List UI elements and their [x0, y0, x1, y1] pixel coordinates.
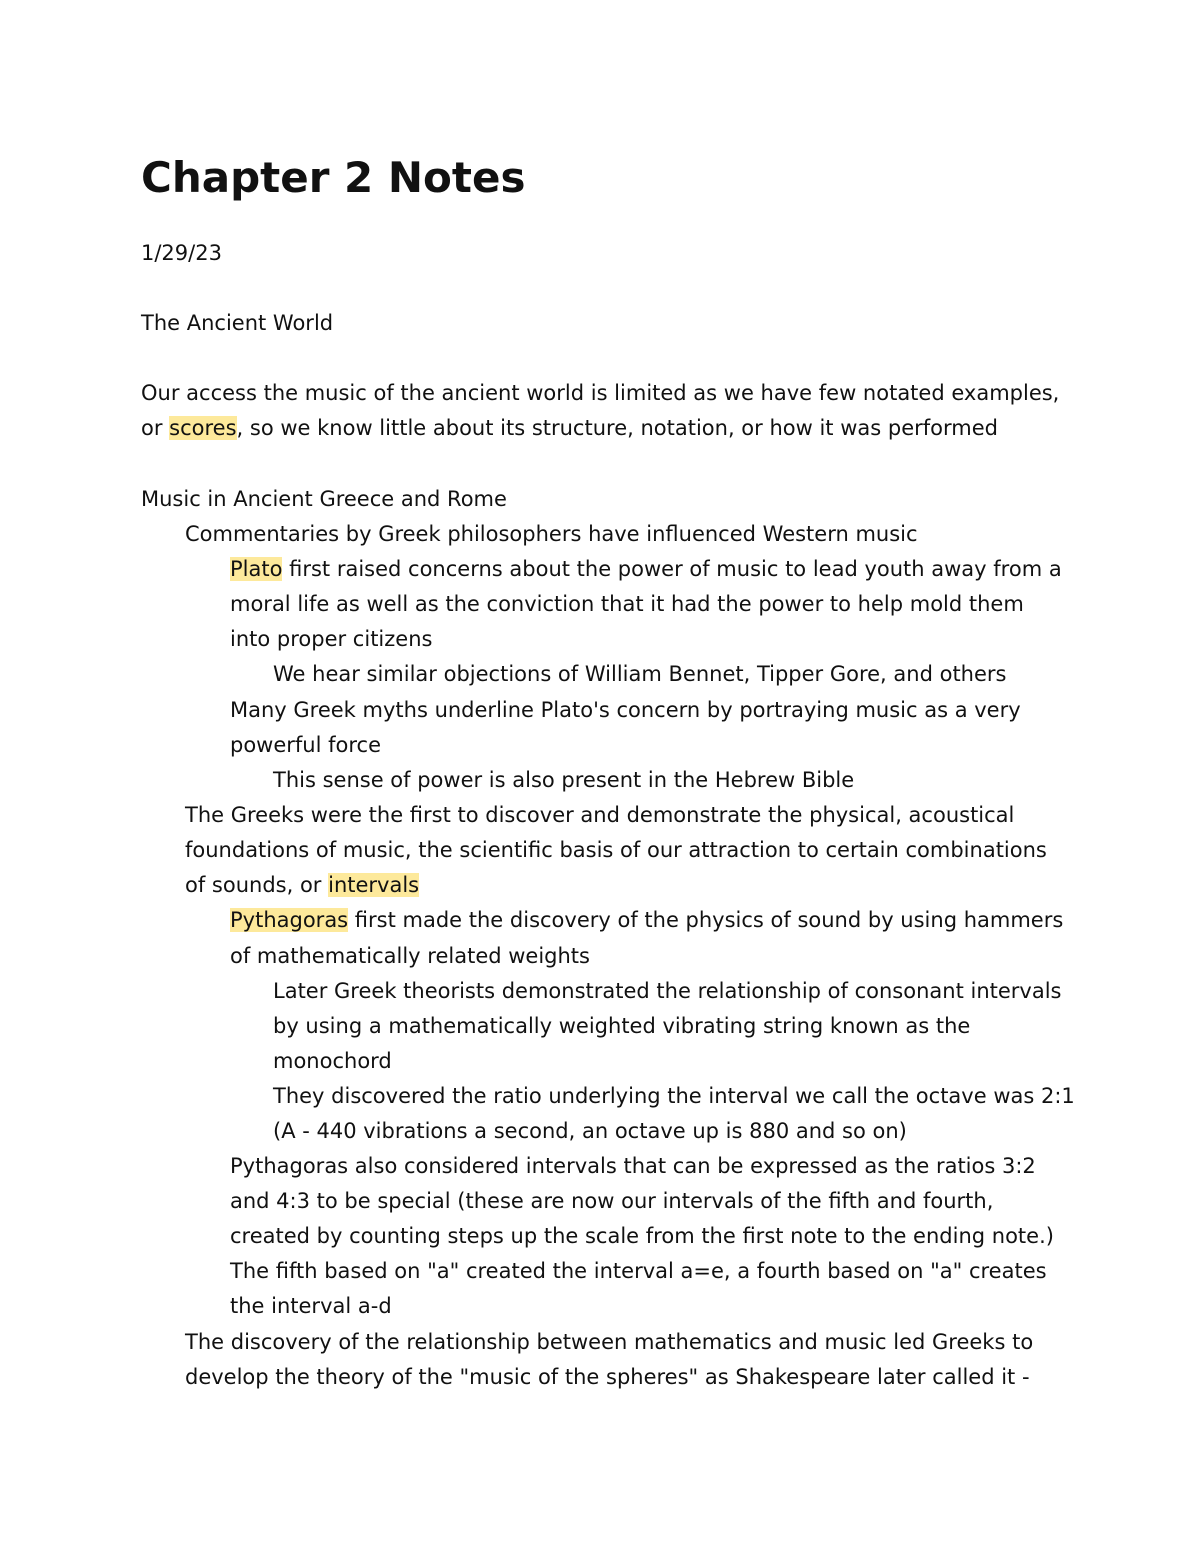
- highlighted-term: intervals: [328, 873, 420, 897]
- text-segment: created by counting steps up the scale from the first note to the ending note.): [230, 1224, 1054, 1248]
- text-segment: The fifth based on "a" created the interval a=e, a fourth based on "a" creates: [230, 1259, 1047, 1283]
- highlighted-term: Plato: [230, 557, 283, 581]
- text-segment: Music in Ancient Greece and Rome: [141, 487, 507, 511]
- text-segment: by using a mathematically weighted vibrating string known as the: [273, 1014, 971, 1038]
- text-line: [230, 903, 1063, 938]
- text-line: [230, 587, 1024, 622]
- text-segment: first made the discovery of the physics of sound by using hammers: [348, 908, 1064, 932]
- text-line: [185, 517, 918, 552]
- text-line: [185, 833, 1047, 868]
- text-segment: moral life as well as the conviction that it had the power to help mold them: [230, 592, 1024, 616]
- text-segment: We hear similar objections of William Bennet, Tipper Gore, and others: [273, 662, 1007, 686]
- text-segment: powerful force: [230, 733, 381, 757]
- text-line: [230, 1219, 1054, 1254]
- text-line: [230, 1289, 392, 1324]
- text-segment: into proper citizens: [230, 627, 433, 651]
- text-segment: They discovered the ratio underlying the interval we call the octave was 2:1: [273, 1084, 1075, 1108]
- text-segment: of sounds, or: [185, 873, 329, 897]
- section-heading: The Ancient World: [141, 311, 334, 335]
- text-line: [273, 1009, 970, 1044]
- text-segment: foundations of music, the scientific basis of our attraction to certain combinations: [185, 838, 1047, 862]
- text-line: [230, 552, 1062, 587]
- text-segment: develop the theory of the "music of the spheres" as Shakespeare later called it -: [185, 1365, 1030, 1389]
- highlighted-term: scores: [169, 416, 237, 440]
- text-segment: (A - 440 vibrations a second, an octave up is 880 and so on): [273, 1119, 907, 1143]
- text-line: [230, 693, 1021, 728]
- text-segment: , so we know little about its structure, notation, or how it was performed: [236, 416, 998, 440]
- text-segment: This sense of power is also present in the Hebrew Bible: [273, 768, 855, 792]
- date-line: 1/29/23: [141, 241, 222, 265]
- text-line: [273, 1114, 907, 1149]
- text-segment: or: [141, 416, 170, 440]
- text-line: [273, 657, 1006, 692]
- text-segment: Later Greek theorists demonstrated the relationship of consonant intervals: [273, 979, 1062, 1003]
- text-line: [230, 1184, 993, 1219]
- text-line: [273, 1079, 1075, 1114]
- text-line: [230, 728, 381, 763]
- text-line: [185, 1325, 1033, 1360]
- text-line: [273, 763, 854, 798]
- page-title: Chapter 2 Notes: [141, 153, 526, 202]
- text-line: [185, 868, 419, 903]
- text-segment: first raised concerns about the power of music to lead youth away from a: [282, 557, 1062, 581]
- text-segment: Pythagoras also considered intervals that can be expressed as the ratios 3:2: [230, 1154, 1036, 1178]
- text-line: [230, 1149, 1036, 1184]
- text-segment: Many Greek myths underline Plato's concern by portraying music as a very: [230, 698, 1021, 722]
- text-line: [141, 482, 507, 517]
- text-line: [230, 622, 432, 657]
- text-line: [230, 939, 590, 974]
- text-line: [185, 798, 1014, 833]
- text-segment: Commentaries by Greek philosophers have influenced Western music: [185, 522, 918, 546]
- text-line: [273, 974, 1061, 1009]
- text-line: [141, 376, 1059, 411]
- text-segment: The discovery of the relationship between mathematics and music led Greeks to: [185, 1330, 1034, 1354]
- text-line: [273, 1044, 392, 1079]
- highlighted-term: Pythagoras: [230, 908, 349, 932]
- text-segment: The Greeks were the first to discover and demonstrate the physical, acoustical: [185, 803, 1015, 827]
- text-line: [185, 1360, 1030, 1395]
- text-line: [230, 1254, 1047, 1289]
- text-line: [141, 411, 998, 446]
- text-segment: of mathematically related weights: [230, 944, 590, 968]
- text-segment: and 4:3 to be special (these are now our intervals of the fifth and fourth,: [230, 1189, 994, 1213]
- text-segment: Our access the music of the ancient world is limited as we have few notated examples,: [141, 381, 1060, 405]
- text-segment: monochord: [273, 1049, 392, 1073]
- text-segment: the interval a-d: [230, 1294, 392, 1318]
